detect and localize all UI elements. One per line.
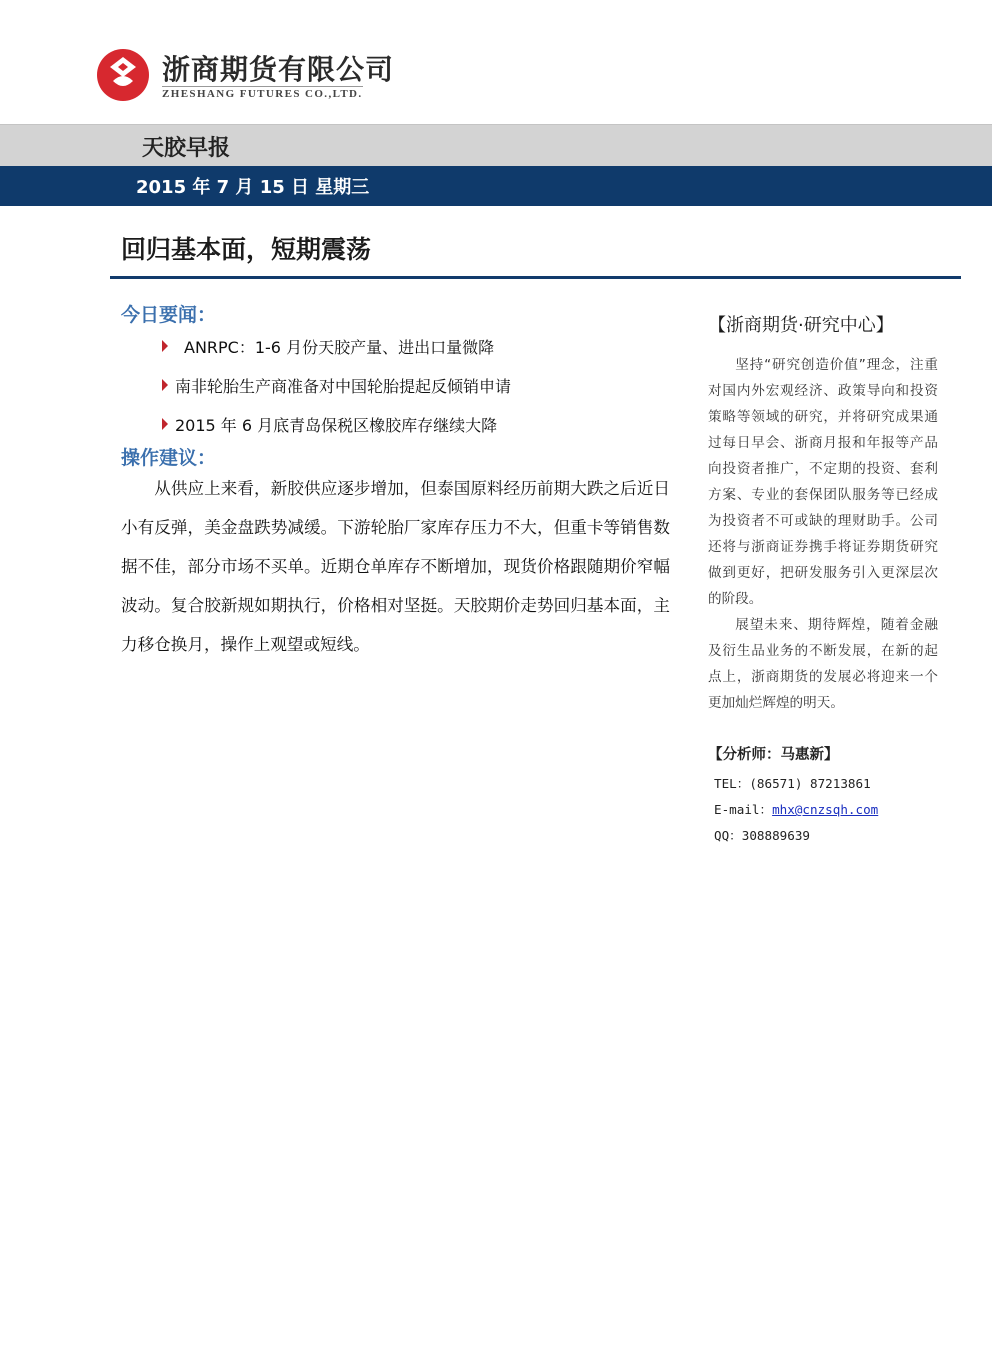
- qq-label: QQ：: [714, 828, 742, 843]
- email-link[interactable]: mhx@cnzsqh.com: [772, 802, 879, 817]
- analyst-heading: 【分析师：马惠新】: [708, 747, 839, 763]
- phone-number: (86571) 87213861: [749, 776, 871, 791]
- triangle-bullet-icon: [162, 379, 168, 391]
- news-item-text: 2015 年 6 月底青岛保税区橡胶库存继续大降: [175, 416, 498, 435]
- report-date: 2015 年 7 月 15 日 星期三: [136, 177, 370, 198]
- advice-section-title: 操作建议：: [121, 447, 217, 469]
- report-headline: 回归基本面，短期震荡: [121, 235, 372, 264]
- report-date-band: [0, 166, 992, 206]
- triangle-bullet-icon: [162, 418, 168, 430]
- analyst-phone: [714, 773, 871, 792]
- analyst-email: [714, 799, 878, 818]
- qq-number: 308889639: [741, 828, 811, 843]
- news-section-title: 今日要闻：: [121, 304, 217, 326]
- research-center-title: 【浙商期货·研究中心】: [708, 315, 894, 336]
- phone-label: TEL：: [714, 776, 750, 791]
- news-item-text: 南非轮胎生产商准备对中国轮胎提起反倾销申请: [175, 377, 512, 396]
- report-name-band: [0, 124, 992, 167]
- company-logo: [96, 46, 395, 106]
- news-item-text: ANRPC：1-6 月份天胶产量、进出口量微降: [184, 338, 495, 357]
- advice-paragraph: 从供应上来看，新胶供应逐步增加，但泰国原料经历前期大跌之后近日小有反弹，美金盘跌势减缓。下游轮胎厂家库存压力不大，但重卡等销售数据不佳，部分市场不买单。近期仓单库存不断增加，现货价格跟随期价窄幅波动。复合胶新规如期执行，价格相对坚挺。天胶期价走势回归基本面，主力移仓换月，操作上观望或短线。: [121, 479, 670, 654]
- report-name: 天胶早报: [142, 136, 231, 161]
- research-center-outlook: 展望未来、期待辉煌，随着金融及衍生品业务的不断发展，在新的起点上，浙商期货的发展必将迎来一个更加灿烂辉煌的明天。: [708, 617, 938, 711]
- analyst-qq: [714, 825, 810, 844]
- research-center-intro: 坚持“研究创造价值”理念，注重对国内外宏观经济、政策导向和投资策略等领域的研究，并将研究成果通过每日早会、浙商月报和年报等产品向投资者推广，不定期的投资、套利方案、专业的套保团队服务等已经成为投资者不可或缺的理财助手。公司还将与浙商证券携手将证券期货研究做到更好，把研发服务引入更深层次的阶段。: [708, 357, 938, 607]
- headline-divider: [110, 276, 961, 279]
- company-name-en: ZHESHANG FUTURES CO.,LTD.: [162, 88, 363, 100]
- zheshang-logo-icon: [96, 48, 150, 102]
- company-name-cn: 浙商期货有限公司: [162, 53, 395, 86]
- triangle-bullet-icon: [162, 340, 168, 352]
- email-label: E-mail：: [714, 802, 773, 817]
